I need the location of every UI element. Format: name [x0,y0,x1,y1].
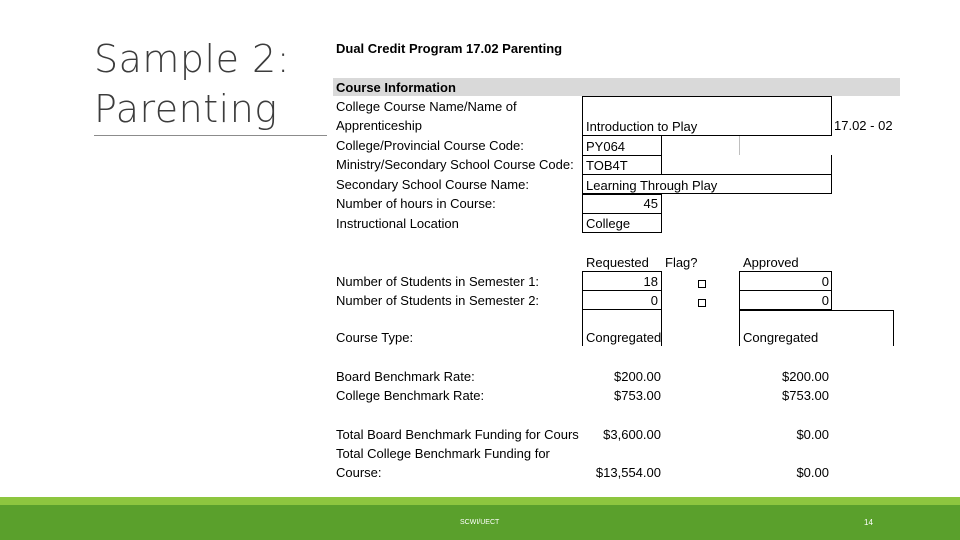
ministry-code-row-edge [831,155,832,175]
board-rate-requested: $200.00 [614,369,661,384]
location-value: College [586,216,631,231]
total-board-label: Total Board Benchmark Funding for Cours [336,427,579,442]
college-rate-label: College Benchmark Rate: [336,388,485,403]
slide-title-line-1: Sample 2: [94,37,291,81]
total-board-requested: $3,600.00 [603,427,661,442]
program-code: 17.02 - 02 [834,118,893,133]
slide-title-line-2: Parenting [94,87,278,131]
total-board-approved: $0.00 [796,427,829,442]
sem2-label: Number of Students in Semester 2: [336,293,540,308]
course-type-requested[interactable]: Congregated [586,330,662,345]
college-code-right-border [661,136,662,155]
course-type-approved-right-border [893,310,894,346]
section-header: Course Information [336,80,456,95]
page-number: 14 [864,518,873,527]
title-divider [94,135,327,136]
course-type-approved-left-border [739,310,740,346]
college-code-label: College/Provincial Course Code: [336,138,524,153]
total-college-requested: $13,554.00 [595,465,661,480]
course-name-label-line-1: College Course Name/Name of [336,99,517,114]
board-rate-label: Board Benchmark Rate: [336,369,475,384]
course-type-approved[interactable]: Congregated [743,330,819,345]
sem1-label: Number of Students in Semester 1: [336,274,540,289]
col-header-requested: Requested [586,255,649,270]
sem1-flag-checkbox[interactable] [698,280,706,288]
footer-text: SCWI/UECT [460,519,500,526]
course-name-value: Introduction to Play [586,119,698,134]
sem1-requested-value: 18 [643,274,658,289]
footer-accent-bar [0,497,960,505]
secondary-name-value: Learning Through Play [586,178,718,193]
course-type-label: Course Type: [336,330,414,345]
hours-value: 45 [643,196,658,211]
sem2-approved-value: 0 [821,293,829,308]
college-rate-approved: $753.00 [782,388,829,403]
col-header-approved: Approved [743,255,799,270]
course-type-requested-left-border [582,310,583,346]
col-header-flag: Flag? [665,255,698,270]
ministry-code-label: Ministry/Secondary School Course Code: [336,157,574,172]
sem2-flag-checkbox[interactable] [698,299,706,307]
slide-title [94,34,324,134]
course-name-label-line-2: Apprenticeship [336,118,422,133]
total-college-approved: $0.00 [796,465,829,480]
form-heading: Dual Credit Program 17.02 Parenting [336,41,563,56]
location-label: Instructional Location [336,216,459,231]
sem2-requested-value: 0 [650,293,658,308]
college-rate-requested: $753.00 [614,388,661,403]
college-code-value[interactable]: PY064 [586,139,626,154]
secondary-name-label: Secondary School Course Name: [336,177,529,192]
course-type-approved-top-border [739,310,894,311]
board-rate-approved: $200.00 [782,369,829,384]
total-college-label-line-1: Total College Benchmark Funding for [336,446,550,461]
ministry-code-value: TOB4T [586,158,628,173]
sem1-approved-value: 0 [821,274,829,289]
total-college-label-line-2: Course: [336,465,382,480]
college-code-left-border [582,136,583,155]
hours-label: Number of hours in Course: [336,196,496,211]
college-code-grid-line [739,136,740,155]
